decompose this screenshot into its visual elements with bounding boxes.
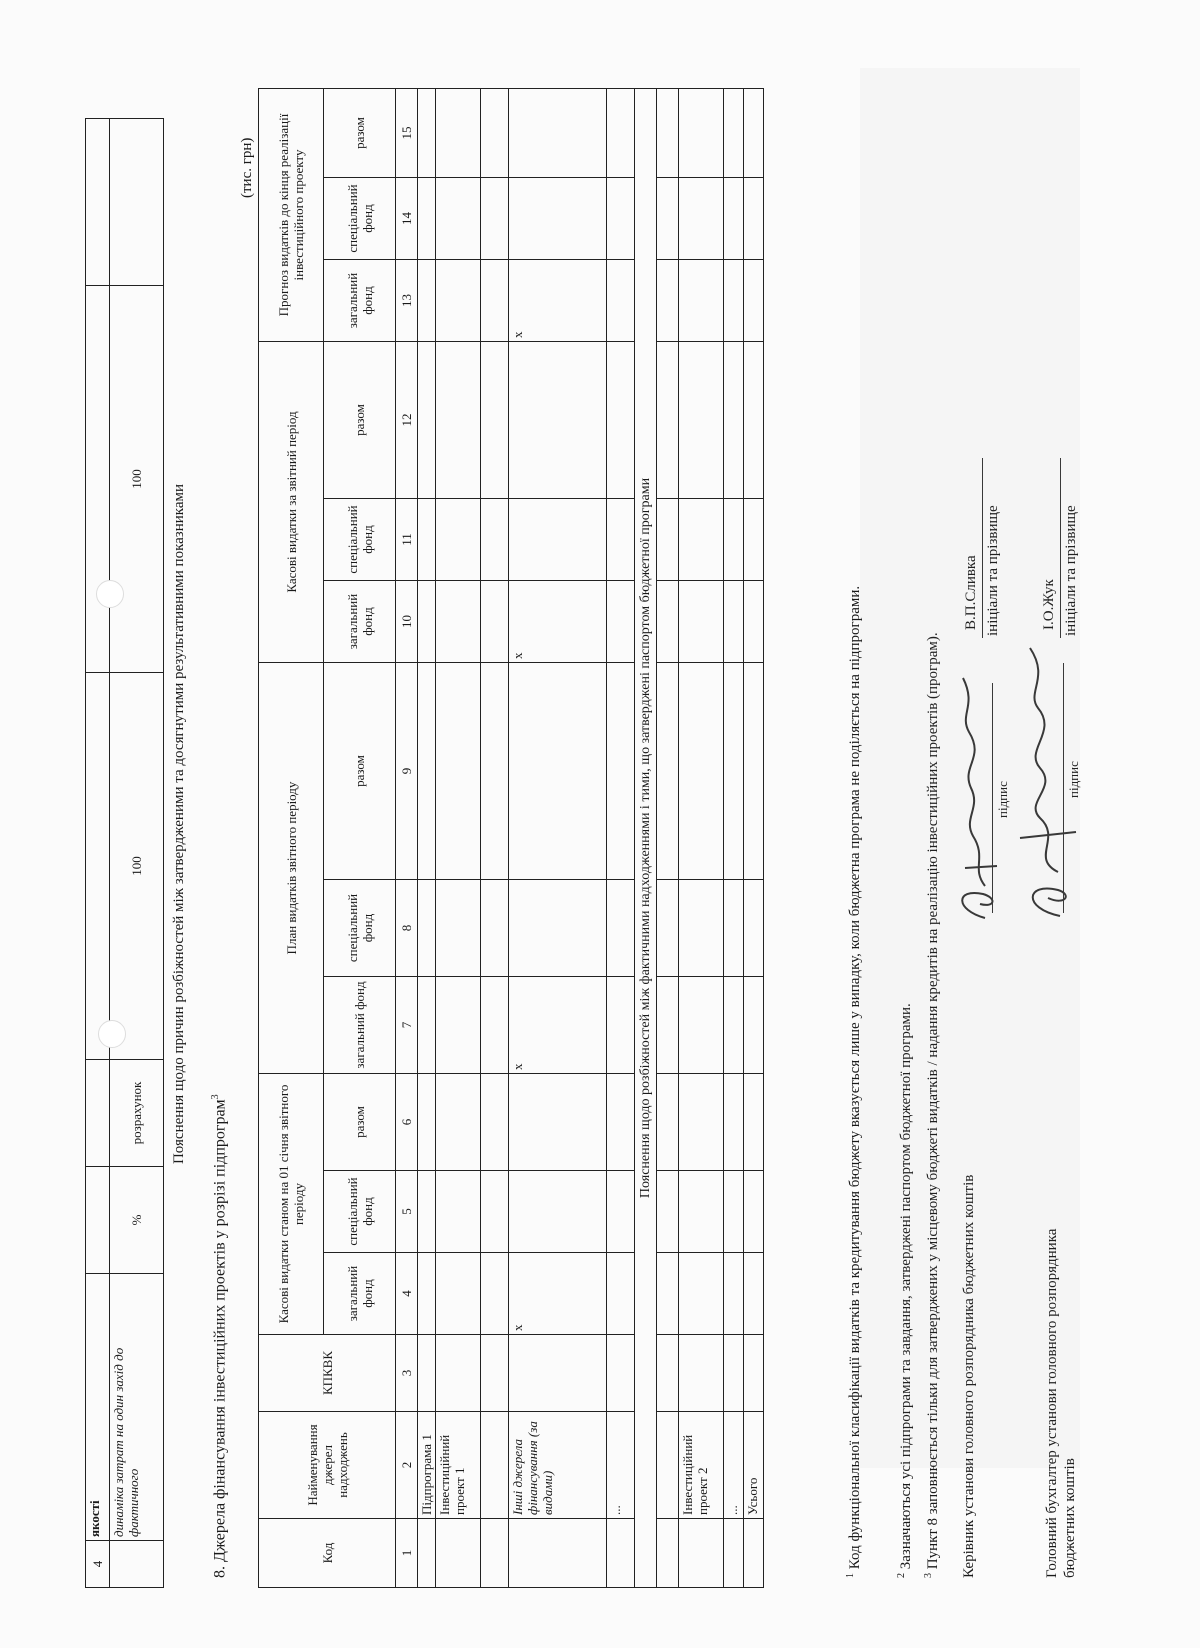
footnote-1: $^1$ Код функціональної класифікації видатків та кредитування бюджету вказується лише у випадку, коли бюджетна програма не поділяється на підпрограми.: [845, 585, 863, 1578]
explanation-row: [635, 89, 657, 1588]
x-mark: х: [509, 1253, 607, 1335]
accountant-label-line1: Головний бухгалтер установи головного розпорядника: [1044, 1228, 1060, 1578]
table-row: [418, 89, 436, 1588]
punch-hole: [96, 580, 124, 608]
x-mark: х: [509, 977, 607, 1074]
table-row: [481, 89, 509, 1588]
row-label: Інвестиційний проект 1: [436, 1412, 481, 1519]
table-row: [724, 89, 744, 1588]
indicators-table: [85, 118, 164, 1588]
cell-unit: %: [110, 1167, 164, 1274]
table-row: [679, 89, 724, 1588]
cell-value: 100: [110, 673, 164, 1060]
x-mark: х: [509, 581, 607, 663]
x-mark: х: [509, 260, 607, 342]
explanation-results: Пояснення щодо причин розбіжностей між затвердженими та досягнутими результативними показниками: [171, 483, 187, 1165]
header-special-fund: спеціальний фонд: [324, 499, 396, 581]
section8-title: 8. Джерела фінансування інвестиційних проектів у розрізі підпрограм$^3$: [210, 1094, 229, 1578]
row-label: Усього: [744, 1412, 764, 1519]
cell-source: розрахунок: [110, 1060, 164, 1167]
units-label: (тис. грн): [239, 137, 255, 198]
head-name-caption: ініціали та прізвище: [985, 505, 1001, 636]
cell-value: 100: [110, 286, 164, 673]
header-general-fund: загальний фонд: [324, 581, 396, 663]
header-group-cash-start: Касові видатки станом на 01 січня звітного періоду: [259, 1074, 324, 1335]
header-general-fund: загальний фонд: [324, 977, 396, 1074]
investment-sources-table: [258, 88, 764, 1588]
header-code: Код: [259, 1519, 396, 1588]
table-row: [436, 89, 481, 1588]
punch-hole: [98, 1020, 126, 1048]
header-total: разом: [324, 1074, 396, 1171]
table-row: [607, 89, 635, 1588]
row-label: ...: [724, 1412, 744, 1519]
cell-label: якості: [86, 1274, 110, 1541]
header-special-fund: спеціальний фонд: [324, 880, 396, 977]
table-row: [657, 89, 679, 1588]
table-row: [509, 89, 607, 1588]
header-special-fund: спеціальний фонд: [324, 1171, 396, 1253]
header-general-fund: загальний фонд: [324, 260, 396, 342]
footnote-3: $^3$ Пункт 8 заповнюється тільки для затверджених у місцевому бюджеті видатків / надання кредитів на реалізацію інвестиційних проектів (програм).: [923, 632, 941, 1578]
header-total: разом: [324, 663, 396, 880]
row-label: ...: [607, 1412, 635, 1519]
header-special-fund: спеціальний фонд: [324, 178, 396, 260]
cell-num: 4: [86, 1541, 110, 1588]
header-group-cash-period: Касові видатки за звітний період: [259, 342, 324, 663]
accountant-name-caption: ініціали та прізвище: [1063, 505, 1079, 636]
accountant-name: І.О.Жук: [1041, 579, 1057, 630]
header-group-plan: План видатків звітного періоду: [259, 663, 324, 1074]
head-label: Керівник установи головного розпорядника бюджетних коштів: [961, 1174, 977, 1578]
accountant-sign-caption: підпис: [1066, 761, 1081, 798]
explanation-income: Пояснення щодо розбіжностей між фактичними надходженнями і тими, що затверджені паспортом бюджетної програми: [635, 89, 657, 1588]
header-general-fund: загальний фонд: [324, 1253, 396, 1335]
row-label: Інвестиційний проект 2: [679, 1412, 724, 1519]
head-sign-caption: підпис: [995, 781, 1010, 818]
column-numbers-row: 1 2 3 4 5 6 7 8 9 10 11 12 13 14 15: [396, 89, 418, 1588]
header-name: Найменування джерел надходжень: [259, 1412, 396, 1519]
row-label: Підпрограма 1: [418, 1412, 436, 1519]
header-total: разом: [324, 342, 396, 499]
head-name: В.П.Сливка: [963, 555, 979, 630]
cell-label: динаміка затрат на один захід до фактичного: [110, 1274, 164, 1541]
header-total: разом: [324, 89, 396, 178]
footnote-2: $^2$ Зазначаються усі підпрограми та завдання, затверджені паспортом бюджетної програми.: [896, 1003, 914, 1578]
header-kpkvk: КПКВК: [259, 1335, 396, 1412]
table-row: [744, 89, 764, 1588]
row-label: Інші джерела фінансування (за видами): [509, 1412, 607, 1519]
accountant-label-line2: бюджетних коштів: [1062, 1458, 1078, 1578]
header-group-forecast: Прогноз видатків до кінця реалізації інвестиційного проекту: [259, 89, 324, 342]
